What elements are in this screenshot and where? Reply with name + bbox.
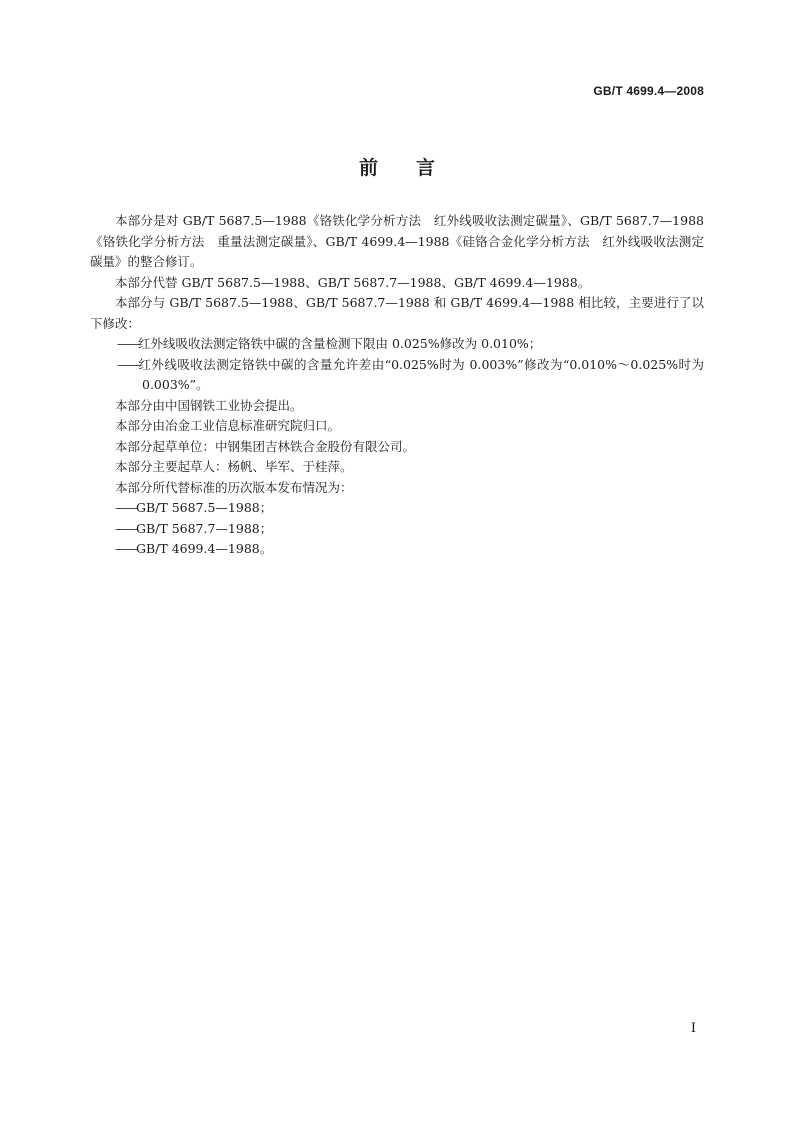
- paragraph-changes-intro: 本部分与 GB/T 5687.5—1988、GB/T 5687.7—1988 和 GB/T 4699.4—1988 相比较，主要进行了以下修改：: [90, 295, 704, 331]
- change-text: 红外线吸收法测定铬铁中碳的含量允许差由“0.025%时为 0.003%”修改为“0.010%～0.025%时为 0.003%”。: [138, 356, 704, 392]
- dash-mark: ——: [115, 520, 136, 536]
- change-item: [90, 334, 704, 355]
- history-item: [90, 519, 704, 540]
- info-proposed-by: 本部分由中国钢铁工业协会提出。: [115, 397, 303, 413]
- title-char-1: 前: [358, 157, 378, 179]
- history-text: GB/T 4699.4—1988。: [136, 541, 273, 556]
- change-text: 红外线吸收法测定铬铁中碳的含量检测下限由 0.025%修改为 0.010%；: [138, 336, 542, 351]
- history-item: [90, 539, 704, 560]
- info-centralized-by: 本部分由冶金工业信息标准研究院归口。: [115, 418, 341, 433]
- page-number: I: [690, 1021, 696, 1036]
- standard-code: GB/T 4699.4—2008: [593, 84, 704, 98]
- info-drafting-unit: 本部分起草单位：中钢集团吉林铁合金股份有限公司。: [115, 438, 416, 454]
- info-history-intro: 本部分所代替标准的历次版本发布情况为：: [115, 479, 353, 495]
- preface-body: [90, 211, 704, 560]
- dash-mark: ——: [117, 356, 138, 372]
- paragraph-scope: 本部分是对 GB/T 5687.5—1988《铬铁化学分析方法 红外线吸收法测定碳量》、GB/T 5687.7—1988《铬铁化学分析方法 重量法测定碳量》、GB/T 4699.4—1988《硅铬合金化学分析方法 红外线吸收法测定碳量》的整合修订。: [90, 213, 704, 269]
- page-title: [0, 153, 794, 180]
- dash-mark: ——: [115, 500, 136, 515]
- history-text: GB/T 5687.5—1988；: [136, 500, 273, 515]
- paragraph-replaces: 本部分代替 GB/T 5687.5—1988、GB/T 5687.7—1988、GB/T 4699.4—1988。: [115, 274, 591, 290]
- title-char-2: 言: [416, 157, 436, 179]
- history-item: [90, 498, 704, 519]
- dash-mark: ——: [115, 541, 136, 556]
- info-drafters: 本部分主要起草人：杨帆、毕军、于桂萍。: [115, 459, 353, 474]
- dash-mark: ——: [117, 336, 138, 351]
- change-item: [90, 355, 704, 396]
- history-text: GB/T 5687.7—1988；: [136, 520, 273, 536]
